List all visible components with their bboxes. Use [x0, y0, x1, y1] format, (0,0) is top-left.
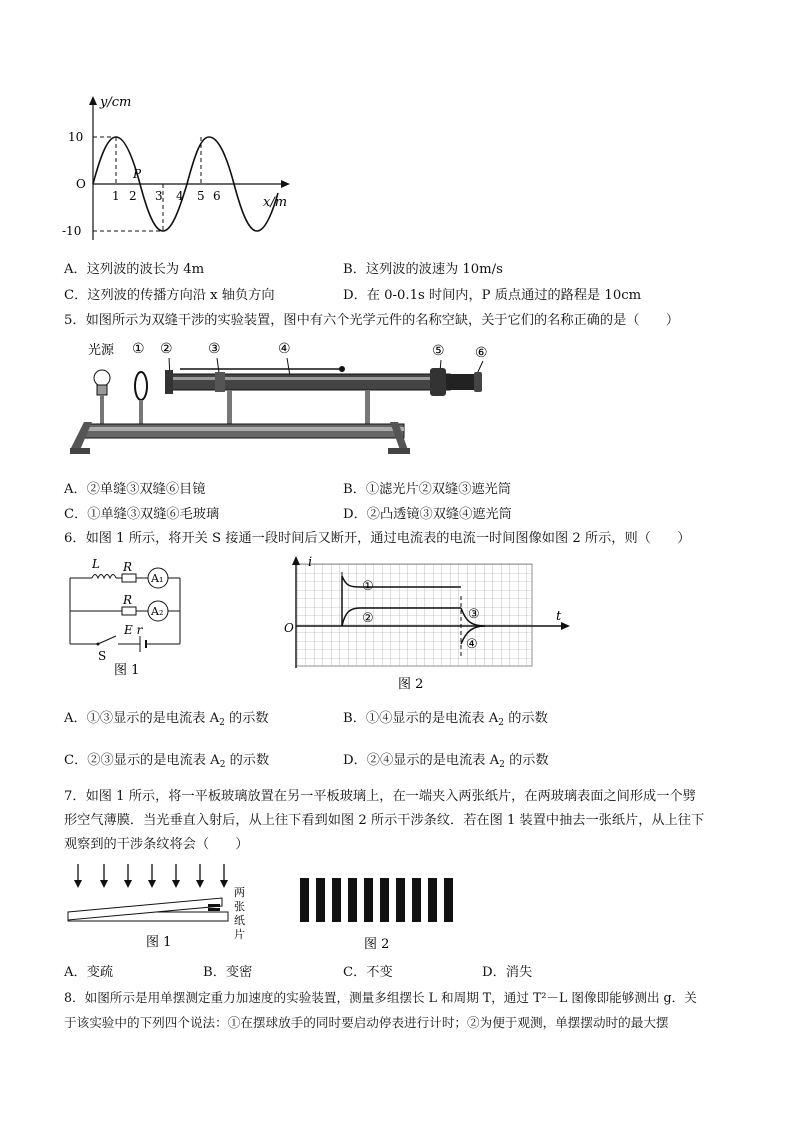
q7-stem-line-1: 7．如图 1 所示，将一平板玻璃放置在另一平板玻璃上，在一端夹入两张纸片，在两玻璃表面之间形成一个劈 [64, 789, 696, 804]
fig2-caption-q7: 图 2 [364, 937, 390, 952]
q8-stem-line-1: 8．如图所示是用单摆测定重力加速度的实验装置，测量多组摆长 L 和周期 T，通过 T²－L 图像即能够测出 g．关 [64, 990, 697, 1005]
circuit-r2-label: R [123, 593, 133, 607]
t-axis-label: t [556, 609, 562, 624]
curve-1-label: ① [362, 579, 374, 594]
q6-option-b: B．①④显示的是电流表 $A_2$ 的示数 [343, 711, 548, 728]
curve-2-label: ② [362, 611, 374, 626]
y-axis-label: y/cm [100, 95, 132, 110]
label-6: ⑥ [475, 345, 488, 361]
label-5: ⑤ [432, 343, 445, 359]
q5-option-b: B．①滤光片②双缝③遮光筒 [343, 482, 511, 497]
q5-option-d: D．②凸透镜③双缝④遮光筒 [343, 507, 512, 522]
q5-option-c: C．①单缝③双缝⑥毛玻璃 [64, 507, 220, 522]
graph-origin: O [284, 621, 294, 635]
label-1: ① [132, 341, 145, 357]
q7-option-a: A．变疏 [64, 965, 114, 980]
q4-option-a: A．这列波的波长为 4m [64, 262, 205, 277]
curve-3-label: ③ [468, 607, 480, 622]
x-tick-1: 1 [112, 189, 120, 203]
q7-option-c: C．不变 [343, 965, 393, 980]
point-p-label: P [133, 167, 142, 181]
circuit-a2-label: A₂ [151, 605, 164, 618]
side-text-1: 两 [234, 886, 245, 899]
label-4: ④ [278, 341, 291, 357]
q7-option-d: D．消失 [482, 965, 533, 980]
q7-option-b: B．变密 [203, 965, 253, 980]
q6-option-a: A．①③显示的是电流表 $A_2$ 的示数 [64, 711, 269, 728]
q6-option-d: D．②④显示的是电流表 $A_2$ 的示数 [343, 753, 549, 770]
q7-stem-line-3: 观察到的干涉条纹将会（ ） [64, 837, 249, 852]
wave-graph [60, 88, 300, 248]
label-3: ③ [208, 341, 221, 357]
q4-option-d: D．在 0-0.1s 时间内，P 质点通过的路程是 10cm [343, 288, 642, 303]
interference-fringes [296, 876, 466, 956]
fig1-caption-q6: 图 1 [114, 663, 140, 678]
q5-option-a: A．②单缝③双缝⑥目镜 [64, 482, 206, 497]
origin-label: O [76, 177, 86, 191]
q7-stem-line-2: 形空气薄膜．当光垂直入射后，从上往下看到如图 2 所示干涉条纹．若在图 1 装置中抽去一张纸片，从上往下 [64, 813, 705, 828]
y-tick-top: 10 [68, 130, 84, 144]
q4-option-c: C．这列波的传播方向沿 x 轴负方向 [64, 288, 275, 303]
q6-stem: 6．如图 1 所示，将开关 S 接通一段时间后又断开，通过电流表的电流一时间图像如图 2 所示，则（ ） [64, 531, 691, 546]
label-2: ② [160, 341, 173, 357]
i-axis-label: i [308, 556, 313, 570]
double-slit-apparatus [70, 338, 510, 466]
fig2-caption-q6: 图 2 [398, 677, 424, 692]
fig1-caption-q7: 图 1 [146, 935, 172, 950]
x-tick-5: 5 [197, 189, 205, 203]
x-tick-4: 4 [176, 189, 184, 203]
side-text-4: 片 [234, 928, 245, 941]
side-text-2: 张 [234, 900, 245, 913]
current-time-graph [280, 556, 580, 694]
circuit-diagram [62, 554, 192, 682]
x-axis-label: x/m [263, 195, 288, 210]
q5-stem: 5．如图所示为双缝干涉的实验装置，图中有六个光学元件的名称空缺，关于它们的名称正确的是（ ） [64, 313, 680, 328]
circuit-r1-label: R [123, 560, 133, 574]
side-text-3: 纸 [234, 914, 245, 927]
label-light-source: 光源 [88, 343, 115, 358]
circuit-switch-label: S [98, 649, 107, 663]
circuit-inductor-label: L [92, 557, 100, 571]
x-tick-3: 3 [155, 189, 163, 203]
y-tick-bottom: -10 [62, 224, 82, 238]
x-tick-6: 6 [213, 189, 221, 203]
circuit-source-label: E r [124, 623, 143, 637]
q4-option-b: B．这列波的波速为 10m/s [343, 262, 503, 277]
circuit-a1-label: A₁ [151, 572, 164, 585]
wedge-film-diagram [62, 860, 262, 952]
x-tick-2: 2 [129, 189, 137, 203]
q6-option-c: C．②③显示的是电流表 $A_2$ 的示数 [64, 753, 270, 770]
curve-4-label: ④ [466, 637, 478, 652]
q8-stem-line-2: 于该实验中的下列四个说法：①在摆球放手的同时要启动停表进行计时；②为便于观测，单摆摆动时的最大摆 [64, 1015, 669, 1030]
